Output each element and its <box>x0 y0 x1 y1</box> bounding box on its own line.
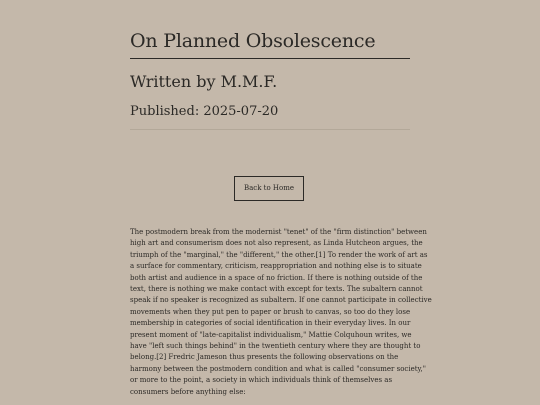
publish-date: Published: 2025-07-20 <box>130 104 279 119</box>
body-line: triumph of the "marginal," the "different," the other.[1] To render the work of art as <box>130 250 428 259</box>
article-title: On Planned Obsolescence <box>130 30 376 52</box>
body-line: movements when they put pen to paper or brush to canvas, so too do they lose <box>130 307 411 316</box>
title-divider <box>130 58 410 59</box>
body-line: both artist and audience in a space of no friction. If there is nothing outside of the <box>130 273 423 282</box>
body-line: high art and consumerism does not also represent, as Linda Hutcheon argues, the <box>130 239 423 248</box>
body-line: consumers before anything else: <box>130 387 246 396</box>
article-body <box>130 227 432 398</box>
body-line: or more to the point, a society in which individuals think of themselves as <box>130 376 393 385</box>
meta-divider <box>130 129 410 130</box>
body-line: text, there is nothing we make contact with except for texts. The subaltern cannot <box>130 285 423 294</box>
body-line: membership in categories of social identification in their everyday lives. In our <box>130 319 411 328</box>
body-line: a surface for commentary, criticism, reappropriation and nothing else is to situate <box>130 262 422 271</box>
body-line: harmony between the postmodern condition and what is called "consumer society," <box>130 364 427 373</box>
article-author: Written by M.M.F. <box>130 72 278 91</box>
body-line: speak if no speaker is recognized as subaltern. If one cannot participate in collective <box>130 296 432 305</box>
body-line: present moment of "late-capitalist individualism," Mattie Colquhoun writes, we <box>130 330 412 339</box>
body-line: have "left such things behind" in the twentieth century where they are thought to <box>130 342 421 351</box>
body-line: belong.[2] Fredric Jameson thus presents the following observations on the <box>130 353 399 362</box>
body-line: The postmodern break from the modernist "tenet" of the "firm distinction" between <box>130 228 427 236</box>
back-to-home-button[interactable]: Back to Home <box>234 176 304 201</box>
